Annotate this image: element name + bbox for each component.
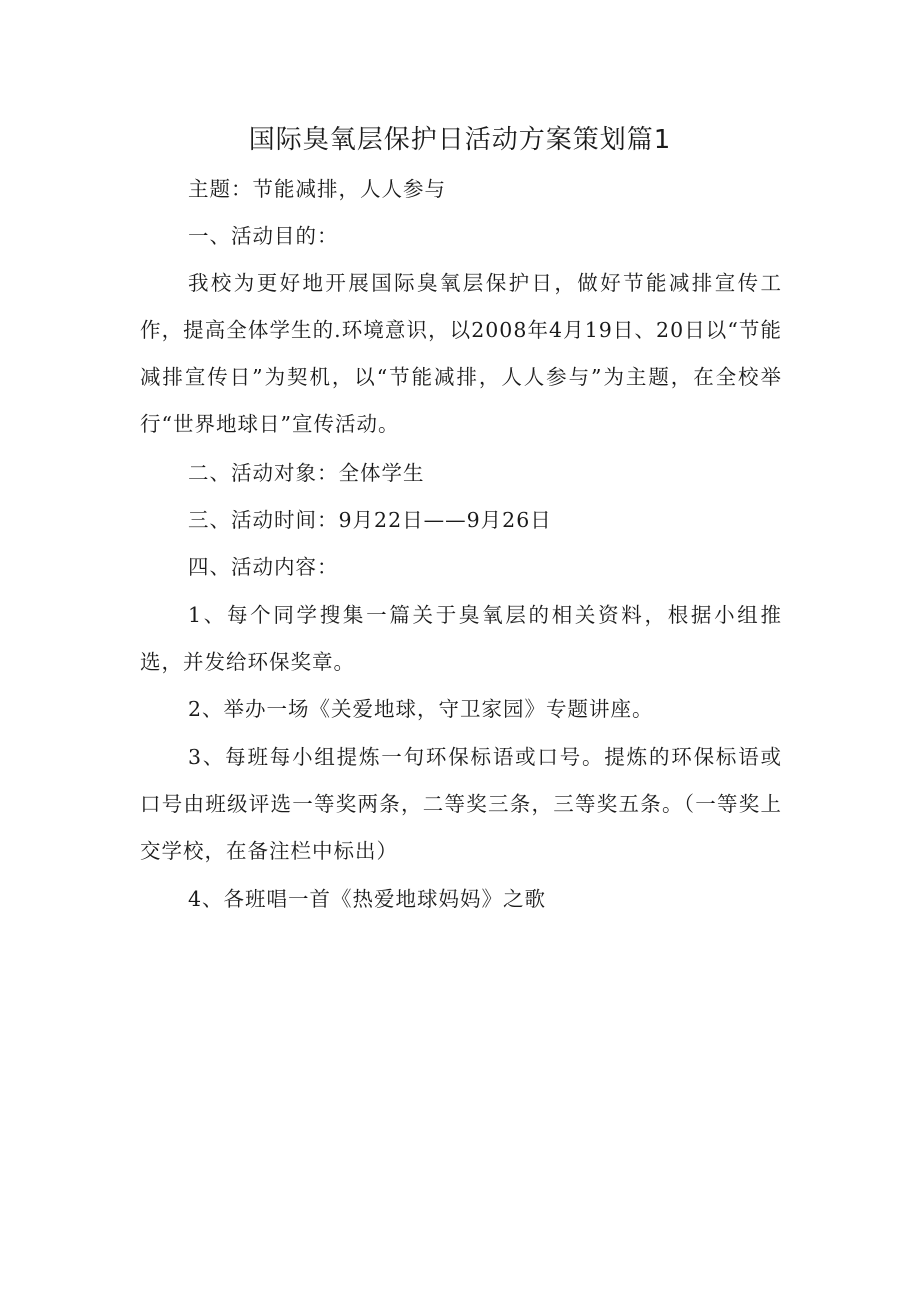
section-heading-time: 三、活动时间：9月22日——9月26日 (188, 508, 552, 532)
content-item-4: 4、各班唱一首《热爱地球妈妈》之歌 (188, 887, 547, 911)
section-heading-purpose: 一、活动目的： (188, 224, 339, 248)
content-item-1: 1、每个同学搜集一篇关于臭氧层的相关资料，根据小组推选，并发给环保奖章。 (140, 603, 782, 674)
section-heading-audience: 二、活动对象：全体学生 (188, 461, 425, 485)
content-item-2: 2、举办一场《关爱地球，守卫家园》专题讲座。 (188, 697, 654, 721)
purpose-paragraph: 我校为更好地开展国际臭氧层保护日，做好节能减排宣传工作，提高全体学生的.环境意识，以2008年4月19日、20日以“节能减排宣传日”为契机，以“节能减排，人人参与”为主题，在全校举行“世界地球日”宣传活动。 (140, 271, 782, 436)
content-item-3: 3、每班每小组提炼一句环保标语或口号。提炼的环保标语或口号由班级评选一等奖两条，二等奖三条，三等奖五条。（一等奖上交学校，在备注栏中标出） (140, 745, 782, 863)
document-title: 国际臭氧层保护日活动方案策划篇1 (248, 125, 672, 155)
section-heading-content: 四、活动内容： (188, 555, 339, 579)
theme-paragraph: 主题：节能减排，人人参与 (188, 177, 446, 201)
